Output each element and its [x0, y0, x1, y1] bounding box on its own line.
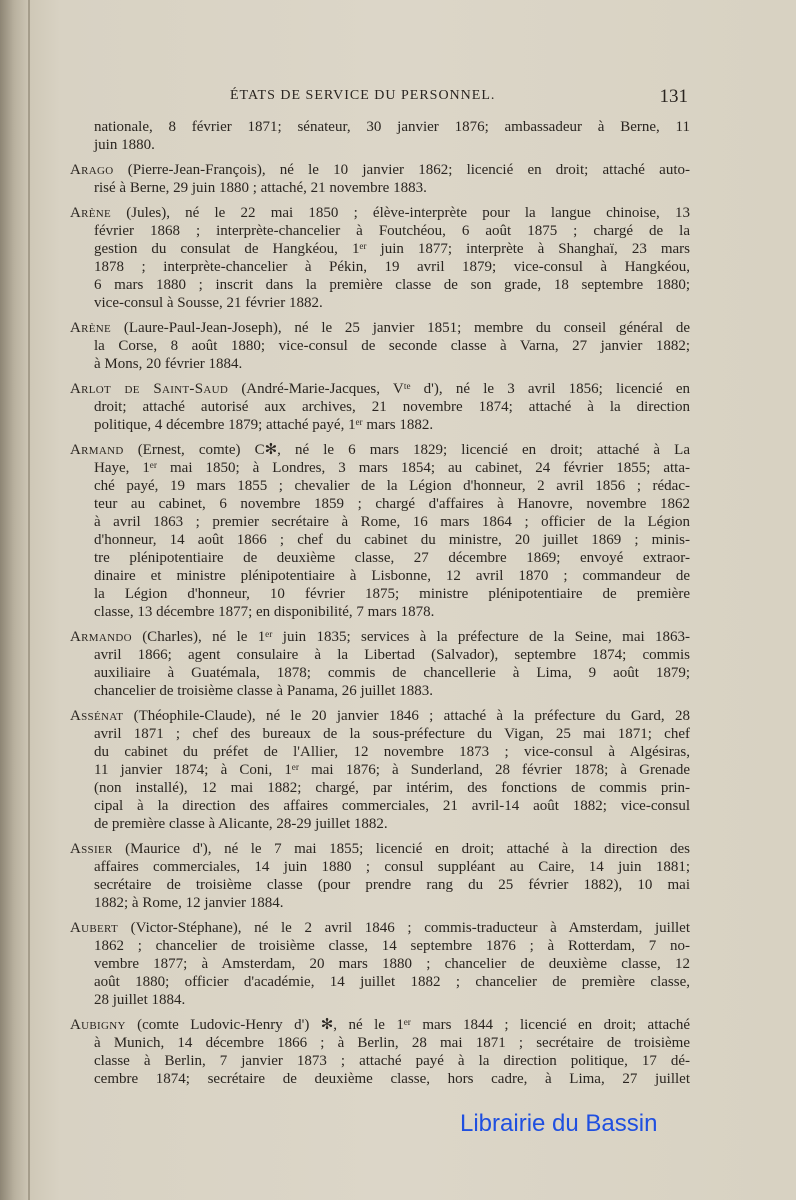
text-line: [70, 585, 690, 603]
line-text: dinaire et ministre plénipotentiaire à Lisbonne, 12 avril 1870 ; commandeur de: [94, 568, 690, 584]
line-text: gestion du consulat de Hangkéou, 1ᵉʳ juin 1877; interprète à Shanghaï, 23 mars: [94, 241, 690, 257]
line-text: chancelier de troisième classe à Panama, 26 juillet 1883.: [94, 683, 434, 699]
line-text: teur au cabinet, 6 novembre 1859 ; chargé d'affaires à Hanovre, novembre 1862: [94, 496, 690, 512]
line-text: auxiliaire à Guatémala, 1878; commis de chancellerie à Lima, 9 août 1879;: [94, 665, 690, 681]
text-line: [70, 707, 690, 725]
text-line: [70, 646, 690, 664]
entry-name: Arène: [70, 205, 112, 221]
line-text: à Mons, 20 février 1884.: [94, 356, 243, 372]
line-text: classe à Berlin, 7 janvier 1873 ; attaché payé à la direction politique, 17 dé-: [94, 1053, 690, 1069]
page-header: [70, 86, 688, 108]
text-line: [70, 1016, 690, 1034]
text-line: [70, 459, 690, 477]
line-text: 28 juillet 1884.: [94, 992, 186, 1008]
text-line: [70, 567, 690, 585]
line-text: avril 1871 ; chef des bureaux de la sous-préfecture du Vigan, 25 mai 1871; chef: [94, 726, 690, 742]
text-line: [70, 1052, 690, 1070]
text-line: [70, 380, 690, 398]
biography-entry: [70, 919, 690, 1009]
entry-name: Aubert: [70, 920, 119, 936]
page-number: 131: [659, 86, 688, 107]
continuation-entry: [70, 118, 690, 154]
text-line: [70, 725, 690, 743]
line-text: la Légion d'honneur, 10 février 1875; ministre plénipotentiaire de première: [94, 586, 690, 602]
line-text: secrétaire de troisième classe (pour prendre rang du 25 février 1882), 10 mai: [94, 877, 690, 893]
text-line: [70, 937, 690, 955]
page-body: [70, 118, 690, 1095]
biography-entry: [70, 204, 690, 312]
line-text: 1878 ; interprète-chancelier à Pékin, 19 avril 1879; vice-consul à Hangkéou,: [94, 259, 690, 275]
text-line: [70, 894, 690, 912]
entry-name: Arène: [70, 320, 112, 336]
text-line: [70, 955, 690, 973]
line-text: affaires commerciales, 14 juin 1880 ; consul suppléant au Caire, 14 juin 1881;: [94, 859, 690, 875]
text-line: [70, 682, 690, 700]
line-text: cembre 1874; secrétaire de deuxième classe, hors cadre, à Lima, 27 juillet: [94, 1071, 690, 1087]
line-text: classe, 13 décembre 1877; en disponibilité, 7 mars 1878.: [94, 604, 435, 620]
text-line: [70, 337, 690, 355]
line-text: (Charles), né le 1ᵉʳ juin 1835; services à la préfecture de la Seine, mai 1863-: [131, 629, 690, 645]
line-text: risé à Berne, 29 juin 1880 ; attaché, 21 novembre 1883.: [94, 180, 427, 196]
entry-name: Assénat: [70, 708, 124, 724]
biography-entry: [70, 380, 690, 434]
entry-name: Arlot de Saint-Saud: [70, 381, 229, 397]
text-line: [70, 161, 690, 179]
text-line: [70, 603, 690, 621]
text-line: [70, 179, 690, 197]
line-text: cipal à la direction des affaires commerciales, 21 avril-14 août 1882; vice-consul: [94, 798, 690, 814]
text-line: [70, 840, 690, 858]
page-gutter: [28, 0, 30, 1200]
entry-name: Arago: [70, 162, 114, 178]
biography-entry: [70, 1016, 690, 1088]
text-line: [70, 1034, 690, 1052]
line-text: tre plénipotentiaire de deuxième classe, 27 décembre 1869; envoyé extraor-: [94, 550, 690, 566]
line-text: politique, 4 décembre 1879; attaché payé, 1ᵉʳ mars 1882.: [94, 417, 434, 433]
entry-name: Armando: [70, 629, 132, 645]
text-line: [70, 276, 690, 294]
text-line: [70, 398, 690, 416]
line-text: (Laure-Paul-Jean-Joseph), né le 25 janvier 1851; membre du conseil général de: [111, 320, 690, 336]
text-line: [70, 797, 690, 815]
text-line: [70, 919, 690, 937]
biography-entry: [70, 319, 690, 373]
entry-name: Aubigny: [70, 1017, 126, 1033]
text-line: [70, 973, 690, 991]
text-line: [70, 222, 690, 240]
line-text: (Théophile-Claude), né le 20 janvier 1846 ; attaché à la préfecture du Gard, 28: [123, 708, 690, 724]
biography-entry: [70, 441, 690, 621]
line-text: février 1868 ; interprète-chancelier à Foutchéou, 6 août 1875 ; chargé de la: [94, 223, 690, 239]
text-line: [70, 779, 690, 797]
entry-name: Armand: [70, 442, 124, 458]
text-line: [70, 761, 690, 779]
text-line: [70, 204, 690, 222]
text-line: [70, 258, 690, 276]
line-text: à avril 1863 ; premier secrétaire à Rome, 16 mars 1864 ; officier de la Légion: [94, 514, 690, 530]
line-text: d'honneur, 14 août 1866 ; chef du cabinet du ministre, 20 juillet 1869 ; minis-: [94, 532, 690, 548]
text-line: [70, 743, 690, 761]
text-line: [70, 240, 690, 258]
line-text: de première classe à Alicante, 28-29 juillet 1882.: [94, 816, 388, 832]
text-line: [70, 1070, 690, 1088]
text-line: [70, 664, 690, 682]
text-line: [70, 416, 690, 434]
line-text: (non installé), 12 mai 1882; chargé, par intérim, des fonctions de commis prin-: [94, 780, 690, 796]
text-line: [70, 495, 690, 513]
line-text: droit; attaché autorisé aux archives, 21 novembre 1874; attaché à la direction: [94, 399, 690, 415]
text-line: [70, 531, 690, 549]
line-text: Haye, 1ᵉʳ mai 1850; à Londres, 3 mars 1854; au cabinet, 24 février 1855; atta-: [94, 460, 690, 476]
text-line: [70, 549, 690, 567]
line-text: avril 1866; agent consulaire à la Libertad (Salvador), septembre 1874; commis: [94, 647, 690, 663]
text-line: [70, 876, 690, 894]
text-line: [70, 513, 690, 531]
line-text: du cabinet du préfet de l'Allier, 12 novembre 1873 ; vice-consul à Algésiras,: [94, 744, 690, 760]
line-text: (Ernest, comte) C✻, né le 6 mars 1829; licencié en droit; attaché à La: [123, 442, 690, 458]
line-text: la Corse, 8 août 1880; vice-consul de seconde classe à Varna, 27 janvier 1882;: [94, 338, 690, 354]
line-text: vembre 1877; à Amsterdam, 20 mars 1880 ; chancelier de deuxième classe, 12: [94, 956, 690, 972]
text-line: [70, 477, 690, 495]
line-text: 6 mars 1880 ; inscrit dans la première classe de son grade, 18 septembre 1880;: [94, 277, 690, 293]
line-text: (Pierre-Jean-François), né le 10 janvier 1862; licencié en droit; attaché auto-: [113, 162, 690, 178]
line-text: à Munich, 14 décembre 1866 ; à Berlin, 28 mai 1871 ; secrétaire de troisième: [94, 1035, 690, 1051]
text-line: [70, 858, 690, 876]
line-text: 1862 ; chancelier de troisième classe, 14 septembre 1876 ; à Rotterdam, 7 no-: [94, 938, 690, 954]
line-text: (André-Marie-Jacques, Vᵗᵉ d'), né le 3 avril 1856; licencié en: [228, 381, 690, 397]
running-title: ÉTATS DE SERVICE DU PERSONNEL.: [230, 88, 496, 103]
text-line: [70, 628, 690, 646]
line-text: août 1880; officier d'académie, 14 juillet 1882 ; chancelier de première classe,: [94, 974, 690, 990]
text-line: [70, 441, 690, 459]
watermark: Librairie du Bassin: [460, 1110, 658, 1137]
line-text: (comte Ludovic-Henry d') ✻, né le 1ᵉʳ mars 1844 ; licencié en droit; attaché: [125, 1017, 690, 1033]
text-line: nationale, 8 février 1871; sénateur, 30 janvier 1876; ambassadeur à Berne, 11: [94, 119, 690, 135]
line-text: 11 janvier 1874; à Coni, 1ᵉʳ mai 1876; à Sunderland, 28 février 1878; à Grenade: [94, 762, 690, 778]
line-text: vice-consul à Sousse, 21 février 1882.: [94, 295, 323, 311]
text-line: juin 1880.: [94, 137, 155, 153]
line-text: ché payé, 19 mars 1855 ; chevalier de la Légion d'honneur, 2 avril 1856 ; rédac-: [94, 478, 690, 494]
line-text: (Victor-Stéphane), né le 2 avril 1846 ; commis-traducteur à Amsterdam, juillet: [118, 920, 690, 936]
line-text: 1882; à Rome, 12 janvier 1884.: [94, 895, 284, 911]
line-text: (Jules), né le 22 mai 1850 ; élève-interprète pour la langue chinoise, 13: [111, 205, 690, 221]
line-text: (Maurice d'), né le 7 mai 1855; licencié en droit; attaché à la direction des: [112, 841, 690, 857]
text-line: [70, 319, 690, 337]
text-line: [70, 355, 690, 373]
text-line: [70, 294, 690, 312]
biography-entry: [70, 707, 690, 833]
biography-entry: [70, 628, 690, 700]
biography-entry: [70, 840, 690, 912]
text-line: [70, 815, 690, 833]
entry-name: Assier: [70, 841, 113, 857]
biography-entry: [70, 161, 690, 197]
text-line: [70, 991, 690, 1009]
